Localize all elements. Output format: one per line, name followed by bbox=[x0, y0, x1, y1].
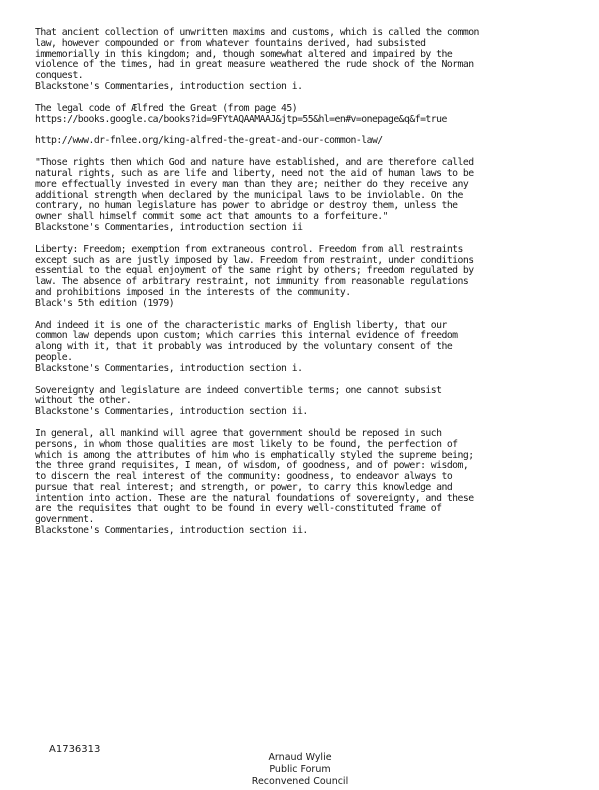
text-line: are the requisites that ought to be found in every well-constituted frame of bbox=[35, 503, 442, 515]
text-line: persons, in whom those qualities are most likely to be found, the perfection of bbox=[35, 438, 458, 450]
text-line: which is among the attributes of him who is emphatically styled the supreme being; bbox=[35, 449, 474, 461]
text-line: Blackstone's Commentaries, introduction section ii. bbox=[35, 406, 308, 418]
text-line: additional strength when declared by the municipal laws to be inviolable. On the bbox=[35, 189, 463, 201]
text-line: common law depends upon custom; which carries this internal evidence of freedom bbox=[35, 330, 458, 342]
text-line: Blackstone's Commentaries, introduction section ii. bbox=[35, 525, 308, 537]
text-line: and prohibitions imposed in the interests of the community. bbox=[35, 286, 351, 298]
text-line: "Those rights then which God and nature have established, and are therefore called bbox=[35, 157, 474, 169]
paragraph bbox=[35, 136, 575, 147]
text-line: pursue that real interest; and strength, or power, to carry this knowledge and bbox=[35, 481, 453, 493]
document-body bbox=[35, 28, 575, 548]
text-line: That ancient collection of unwritten maxims and customs, which is called the common bbox=[35, 27, 479, 38]
text-line: In general, all mankind will agree that government should be reposed in such bbox=[35, 427, 442, 439]
text-line: government. bbox=[35, 514, 94, 526]
text-line: owner shall himself commit some act that amounts to a forfeiture." bbox=[35, 211, 388, 223]
text-line: http://www.dr-fnlee.org/king-alfred-the-great-and-our-common-law/ bbox=[35, 135, 383, 147]
signature-block bbox=[200, 752, 400, 788]
signature-forum: Public Forum bbox=[269, 764, 331, 775]
paragraph bbox=[35, 28, 575, 93]
text-line: law, however compounded or from whatever fountains derived, had subsisted bbox=[35, 37, 426, 49]
text-line: Sovereignty and legislature are indeed convertible terms; one cannot subsist bbox=[35, 384, 442, 396]
text-line: without the other. bbox=[35, 395, 132, 407]
text-line: https://books.google.ca/books?id=9FYtAQAAMAAJ&jtp=55&hl=en#v=onepage&q&f=true bbox=[35, 113, 447, 125]
text-line: conquest. bbox=[35, 70, 84, 82]
paragraph bbox=[35, 321, 575, 375]
paragraph bbox=[35, 429, 575, 537]
text-line: except such as are justly imposed by law. Freedom from restraint, under conditions bbox=[35, 254, 474, 266]
text-line: to discern the real interest of the community: goodness, to endeavor always to bbox=[35, 471, 453, 483]
text-line: natural rights, such as are life and liberty, need not the aid of human laws to be bbox=[35, 167, 474, 179]
text-line: Black's 5th edition (1979) bbox=[35, 297, 175, 309]
document-id: A1736313 bbox=[49, 744, 101, 755]
paragraph bbox=[35, 245, 575, 310]
signature-name: Arnaud Wylie bbox=[268, 752, 332, 763]
text-line: Blackstone's Commentaries, introduction section ii bbox=[35, 221, 303, 233]
paragraph bbox=[35, 158, 575, 234]
text-line: The legal code of Ælfred the Great (from page 45) bbox=[35, 102, 298, 114]
text-line: Liberty: Freedom; exemption from extraneous control. Freedom from all restraints bbox=[35, 243, 463, 255]
text-line: essential to the equal enjoyment of the same right by others; freedom regulated by bbox=[35, 265, 474, 277]
paragraph bbox=[35, 104, 575, 126]
text-line: immemorially in this kingdom; and, though somewhat altered and impaired by the bbox=[35, 48, 453, 60]
text-line: more effectually invested in every man than they are; neither do they receive any bbox=[35, 178, 469, 190]
text-line: along with it, that it probably was introduced by the voluntary consent of the bbox=[35, 341, 453, 353]
text-line: intention into action. These are the natural foundations of sovereignty, and these bbox=[35, 492, 474, 504]
text-line: the three grand requisites, I mean, of wisdom, of goodness, and of power: wisdom, bbox=[35, 460, 469, 472]
text-line: violence of the times, had in great measure weathered the rude shock of the Norman bbox=[35, 59, 474, 71]
text-line: law. The absence of arbitrary restraint, not immunity from reasonable regulations bbox=[35, 276, 469, 288]
paragraph bbox=[35, 386, 575, 418]
signature-council: Reconvened Council bbox=[251, 776, 349, 787]
text-line: contrary, no human legislature has power to abridge or destroy them, unless the bbox=[35, 200, 458, 212]
text-line: Blackstone's Commentaries, introduction section i. bbox=[35, 80, 303, 92]
text-line: And indeed it is one of the characteristic marks of English liberty, that our bbox=[35, 319, 447, 331]
text-line: people. bbox=[35, 351, 73, 363]
text-line: Blackstone's Commentaries, introduction section i. bbox=[35, 362, 303, 374]
